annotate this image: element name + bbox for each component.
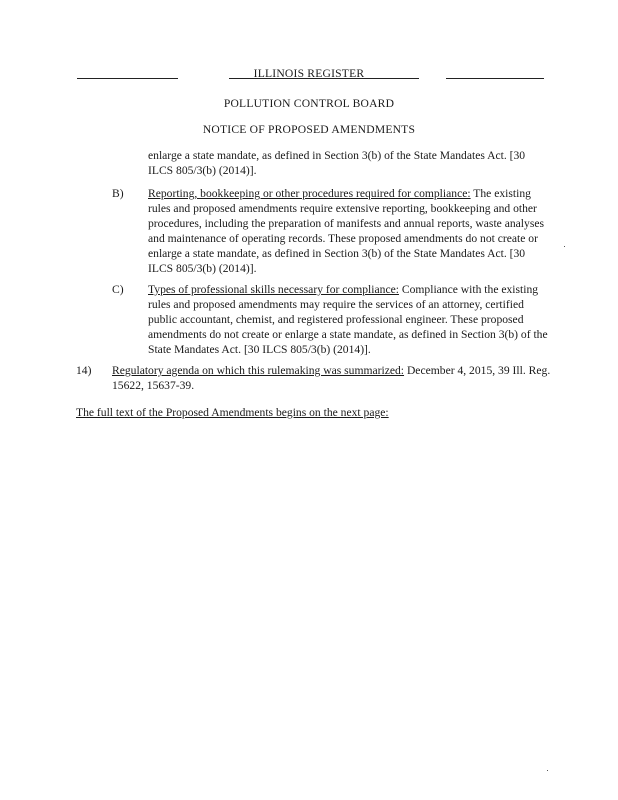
- notice-title: NOTICE OF PROPOSED AMENDMENTS: [202, 123, 416, 136]
- register-title: [0, 66, 618, 81]
- section-14-text: December 4, 2015, 39 Ill. Reg. 15622, 15637-39.: [112, 364, 551, 392]
- item-c-paragraph: [148, 282, 552, 357]
- section-14-paragraph: [112, 363, 552, 393]
- register-title-text: ILLINOIS REGISTER: [253, 67, 365, 80]
- scan-speck: [547, 770, 548, 771]
- item-b-heading: Reporting, bookkeeping or other procedures required for compliance:: [148, 187, 471, 200]
- section-14-label: 14): [76, 364, 92, 377]
- continued-paragraph: enlarge a state mandate, as defined in Section 3(b) of the State Mandates Act. [30 ILCS 805/3(b) (2014)].: [148, 149, 526, 177]
- item-b-paragraph: [148, 186, 552, 276]
- scan-speck: [564, 246, 565, 247]
- item-b-text: The existing rules and proposed amendments require extensive reporting, bookkeeping and other procedures, including the preparation of manifests and annual reports, waste analyses and maintenance of operating records. These proposed amendments do not create or enlarge a state mandate, as defined in Section 3(b) of the State Mandates Act. [30 ILCS 805/3(b) (2014)].: [148, 187, 544, 275]
- item-c-heading: Types of professional skills necessary for compliance:: [148, 283, 399, 296]
- item-c-text: Compliance with the existing rules and proposed amendments may require the services of an attorney, certified public accountant, chemist, and registered professional engineer. These proposed amendments do not create or enlarge a state mandate, as defined in Section 3(b) of the State Mandates Act. [30 ILCS 805/3(b) (2014)].: [148, 283, 548, 356]
- item-c-label: C): [112, 283, 124, 296]
- agency-name: POLLUTION CONTROL BOARD: [223, 97, 395, 110]
- closing-line: The full text of the Proposed Amendments begins on the next page:: [76, 406, 389, 419]
- item-b-label: B): [112, 187, 124, 200]
- section-14-heading: Regulatory agenda on which this rulemaking was summarized:: [112, 364, 405, 377]
